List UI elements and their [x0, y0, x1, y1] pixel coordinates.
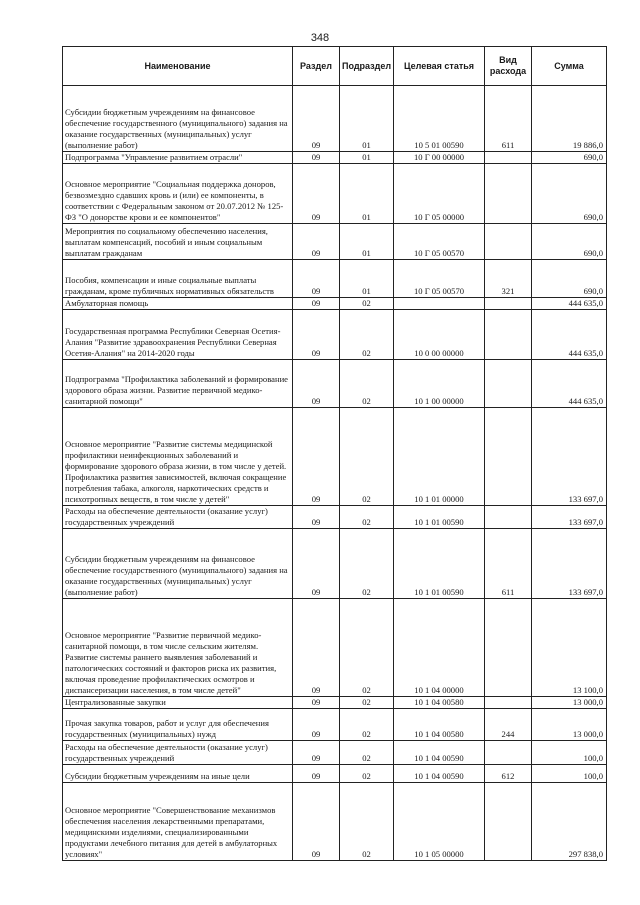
row-name: Субсидии бюджетным учреждениям на иные цели — [63, 765, 293, 783]
row-subsection: 01 — [340, 164, 394, 224]
table-row — [63, 298, 607, 310]
row-name: Основное мероприятие "Совершенствование механизмов обеспечения населения лекарственными препаратами, медицинскими изделиями, специализированными продуктами лечебного питания для детей в амбулаторных условиях" — [63, 783, 293, 861]
row-name: Основное мероприятие "Развитие системы медицинской профилактики неинфекционных заболеваний и формирование здорового образа жизни, в том числе у детей. Профилактика развития зависимостей, включая сокращение потребления табака, алкоголя, наркотических средств и психотропных веществ, в том числе у детей" — [63, 408, 293, 506]
row-target: 10 1 00 00000 — [394, 360, 485, 408]
row-kind: 612 — [485, 765, 532, 783]
row-section: 09 — [293, 224, 340, 260]
row-kind: 321 — [485, 260, 532, 298]
row-target: 10 1 05 00000 — [394, 783, 485, 861]
row-kind — [485, 298, 532, 310]
row-section: 09 — [293, 697, 340, 709]
table-row — [63, 86, 607, 152]
header-target: Целевая статья — [394, 47, 485, 86]
row-sum: 444 635,0 — [532, 298, 607, 310]
table-row — [63, 765, 607, 783]
row-name: Расходы на обеспечение деятельности (оказание услуг) государственных учреждений — [63, 741, 293, 765]
row-kind — [485, 408, 532, 506]
row-target: 10 1 04 00590 — [394, 741, 485, 765]
row-section: 09 — [293, 86, 340, 152]
row-sum: 690,0 — [532, 152, 607, 164]
row-target: 10 5 01 00590 — [394, 86, 485, 152]
row-sum: 100,0 — [532, 765, 607, 783]
row-name: Субсидии бюджетным учреждениям на финансовое обеспечение государственного (муниципального) задания на оказание государственных (муниципальных) услуг (выполнение работ) — [63, 86, 293, 152]
row-section: 09 — [293, 599, 340, 697]
row-name: Мероприятия по социальному обеспечению населения, выплатам компенсаций, пособий и иным социальным выплатам гражданам — [63, 224, 293, 260]
row-kind — [485, 783, 532, 861]
header-sum: Сумма — [532, 47, 607, 86]
row-target: 10 1 04 00580 — [394, 697, 485, 709]
row-sum: 133 697,0 — [532, 529, 607, 599]
row-subsection: 02 — [340, 765, 394, 783]
row-kind: 611 — [485, 529, 532, 599]
row-target: 10 Г 05 00570 — [394, 224, 485, 260]
row-subsection: 01 — [340, 224, 394, 260]
row-section: 09 — [293, 298, 340, 310]
table-row — [63, 599, 607, 697]
row-sum: 133 697,0 — [532, 506, 607, 529]
header-kind: Вид расхода — [485, 47, 532, 86]
row-sum: 297 838,0 — [532, 783, 607, 861]
table-row — [63, 408, 607, 506]
row-sum: 133 697,0 — [532, 408, 607, 506]
table-row — [63, 360, 607, 408]
table-row — [63, 506, 607, 529]
row-kind — [485, 164, 532, 224]
table-row — [63, 741, 607, 765]
row-subsection: 01 — [340, 260, 394, 298]
table-row — [63, 697, 607, 709]
header-section: Раздел — [293, 47, 340, 86]
row-sum: 19 886,0 — [532, 86, 607, 152]
row-kind: 244 — [485, 709, 532, 741]
row-section: 09 — [293, 783, 340, 861]
table-row — [63, 783, 607, 861]
row-subsection: 02 — [340, 298, 394, 310]
row-subsection: 02 — [340, 709, 394, 741]
row-subsection: 02 — [340, 599, 394, 697]
table-row — [63, 224, 607, 260]
row-subsection: 02 — [340, 408, 394, 506]
row-subsection: 02 — [340, 360, 394, 408]
row-kind — [485, 599, 532, 697]
row-target: 10 1 04 00580 — [394, 709, 485, 741]
row-sum: 690,0 — [532, 224, 607, 260]
row-sum: 13 000,0 — [532, 709, 607, 741]
row-target: 10 Г 05 00570 — [394, 260, 485, 298]
row-subsection: 02 — [340, 783, 394, 861]
row-target: 10 1 01 00590 — [394, 506, 485, 529]
table-header-row — [63, 47, 607, 86]
row-name: Основное мероприятие "Социальная поддержка доноров, безвозмездно сдавших кровь и (или) ее компоненты, в соответствии с Федеральным законом от 20.07.2012 № 125-ФЗ "О донорстве крови и ее компонентов" — [63, 164, 293, 224]
row-kind — [485, 152, 532, 164]
row-target — [394, 298, 485, 310]
row-section: 09 — [293, 709, 340, 741]
row-section: 09 — [293, 360, 340, 408]
row-sum: 690,0 — [532, 164, 607, 224]
row-section: 09 — [293, 152, 340, 164]
row-kind — [485, 360, 532, 408]
row-section: 09 — [293, 506, 340, 529]
row-kind — [485, 224, 532, 260]
row-kind — [485, 506, 532, 529]
row-subsection: 02 — [340, 506, 394, 529]
row-section: 09 — [293, 164, 340, 224]
row-name: Подпрограмма "Профилактика заболеваний и формирование здорового образа жизни. Развитие первичной медико-санитарной помощи" — [63, 360, 293, 408]
row-sum: 13 100,0 — [532, 599, 607, 697]
row-target: 10 1 04 00590 — [394, 765, 485, 783]
header-subsection: Подраздел — [340, 47, 394, 86]
row-section: 09 — [293, 529, 340, 599]
row-kind — [485, 310, 532, 360]
row-kind — [485, 741, 532, 765]
header-name: Наименование — [63, 47, 293, 86]
row-name: Государственная программа Республики Северная Осетия-Алания "Развитие здравоохранения Республики Северная Осетия-Алания" на 2014-2020 годы — [63, 310, 293, 360]
row-name: Подпрограмма "Управление развитием отрасли" — [63, 152, 293, 164]
row-subsection: 02 — [340, 529, 394, 599]
table-row — [63, 310, 607, 360]
row-subsection: 02 — [340, 741, 394, 765]
table-row — [63, 529, 607, 599]
row-sum: 444 635,0 — [532, 310, 607, 360]
row-sum: 444 635,0 — [532, 360, 607, 408]
row-subsection: 01 — [340, 152, 394, 164]
row-kind — [485, 697, 532, 709]
row-sum: 13 000,0 — [532, 697, 607, 709]
row-target: 10 Г 00 00000 — [394, 152, 485, 164]
row-name: Субсидии бюджетным учреждениям на финансовое обеспечение государственного (муниципального) задания на оказание государственных (муниципальных) услуг (выполнение работ) — [63, 529, 293, 599]
row-section: 09 — [293, 765, 340, 783]
row-name: Прочая закупка товаров, работ и услуг для обеспечения государственных (муниципальных) нужд — [63, 709, 293, 741]
table-row — [63, 164, 607, 224]
row-section: 09 — [293, 408, 340, 506]
row-target: 10 1 01 00000 — [394, 408, 485, 506]
row-name: Централизованные закупки — [63, 697, 293, 709]
row-name: Расходы на обеспечение деятельности (оказание услуг) государственных учреждений — [63, 506, 293, 529]
table-row — [63, 152, 607, 164]
budget-table — [62, 46, 607, 861]
row-subsection: 01 — [340, 86, 394, 152]
row-target: 10 0 00 00000 — [394, 310, 485, 360]
row-section: 09 — [293, 310, 340, 360]
row-subsection: 02 — [340, 310, 394, 360]
row-name: Пособия, компенсации и иные социальные выплаты гражданам, кроме публичных нормативных обязательств — [63, 260, 293, 298]
row-sum: 690,0 — [532, 260, 607, 298]
row-name: Основное мероприятие "Развитие первичной медико-санитарной помощи, в том числе сельским жителям. Развитие системы раннего выявления заболеваний и патологических состояний и факторов риска их развития, включая проведение профилактических осмотров и диспансеризации населения, в том числе детей" — [63, 599, 293, 697]
row-section: 09 — [293, 741, 340, 765]
table-row — [63, 709, 607, 741]
row-target: 10 Г 05 00000 — [394, 164, 485, 224]
row-subsection: 02 — [340, 697, 394, 709]
row-kind: 611 — [485, 86, 532, 152]
row-target: 10 1 01 00590 — [394, 529, 485, 599]
row-target: 10 1 04 00000 — [394, 599, 485, 697]
row-name: Амбулаторная помощь — [63, 298, 293, 310]
row-sum: 100,0 — [532, 741, 607, 765]
table-row — [63, 260, 607, 298]
page-number: 348 — [310, 32, 330, 44]
row-section: 09 — [293, 260, 340, 298]
